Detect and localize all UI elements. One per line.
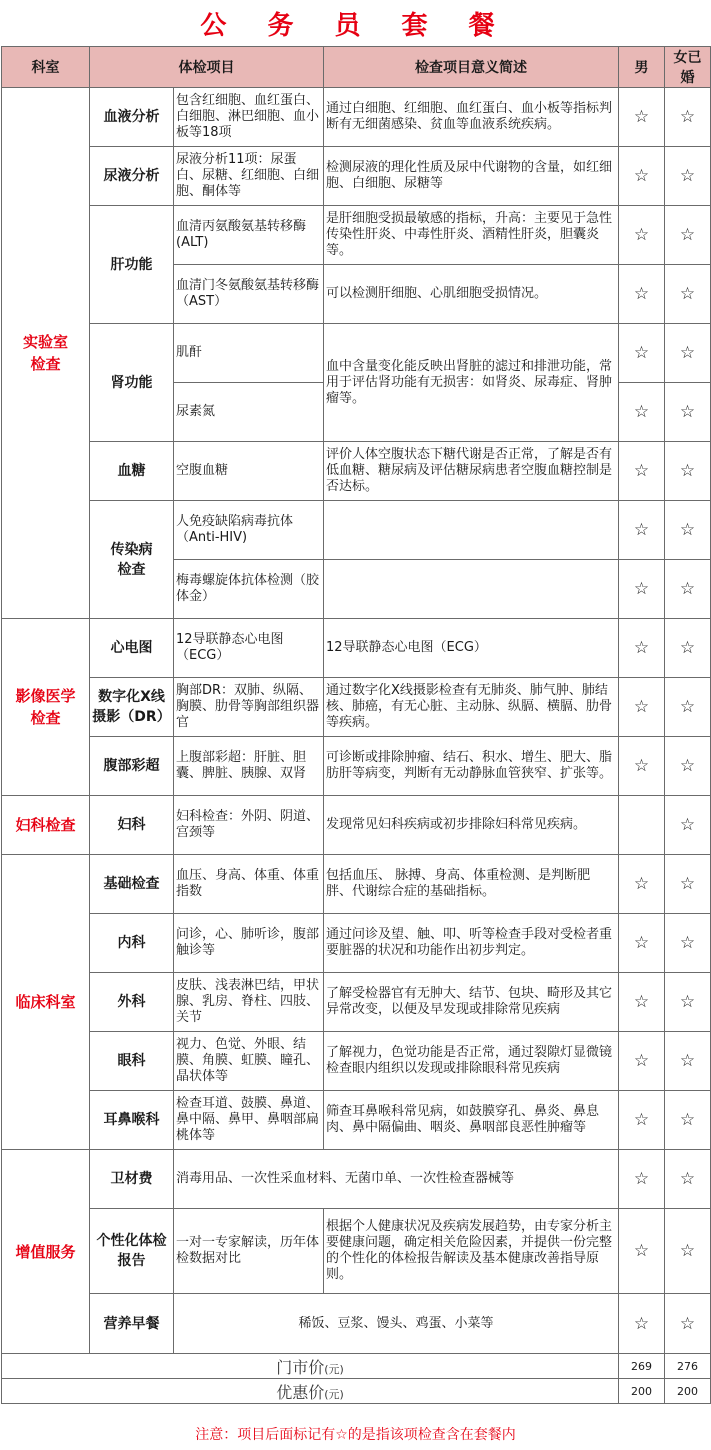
female-star: ☆ bbox=[665, 678, 711, 737]
female-star: ☆ bbox=[665, 442, 711, 501]
category-cell: 基础检查 bbox=[90, 855, 174, 914]
category-cell: 血糖 bbox=[90, 442, 174, 501]
table-row bbox=[2, 619, 711, 678]
item-cell: 血清门冬氨酸氨基转移酶（AST） bbox=[174, 265, 324, 324]
sale-price-female: 200 bbox=[665, 1379, 711, 1404]
category-cell: 血液分析 bbox=[90, 88, 174, 147]
female-star: ☆ bbox=[665, 501, 711, 560]
item-cell: 梅毒螺旋体抗体检测（胶体金） bbox=[174, 560, 324, 619]
item-cell: 上腹部彩超：肝脏、胆囊、脾脏、胰腺、双肾 bbox=[174, 737, 324, 796]
item-cell: 检查耳道、鼓膜、鼻道、鼻中隔、鼻甲、鼻咽部扁桃体等 bbox=[174, 1091, 324, 1150]
female-star: ☆ bbox=[665, 1294, 711, 1354]
desc-cell: 通过白细胞、红细胞、血红蛋白、血小板等指标判断有无细菌感染、贫血等血液系统疾病。 bbox=[324, 88, 619, 147]
item-cell: 稀饭、豆浆、馒头、鸡蛋、小菜等 bbox=[174, 1294, 619, 1354]
female-star: ☆ bbox=[665, 914, 711, 973]
header-desc: 检查项目意义简述 bbox=[324, 47, 619, 88]
female-star: ☆ bbox=[665, 855, 711, 914]
table-row bbox=[2, 737, 711, 796]
desc-cell: 通过数字化X线摄影检查有无肺炎、肺气肿、肺结核、肺癌，有无心脏、主动脉、纵膈、横膈、肋骨等疾病。 bbox=[324, 678, 619, 737]
female-star: ☆ bbox=[665, 206, 711, 265]
female-star: ☆ bbox=[665, 324, 711, 383]
desc-cell: 了解受检器官有无肿大、结节、包块、畸形及其它异常改变，以便及早发现或排除常见疾病 bbox=[324, 973, 619, 1032]
desc-cell bbox=[324, 560, 619, 619]
item-cell: 人免疫缺陷病毒抗体（Anti-HIV) bbox=[174, 501, 324, 560]
female-star: ☆ bbox=[665, 1150, 711, 1209]
table-row bbox=[2, 855, 711, 914]
male-star: ☆ bbox=[619, 1091, 665, 1150]
female-star: ☆ bbox=[665, 796, 711, 855]
dept-value: 增值服务 bbox=[2, 1150, 90, 1354]
desc-cell: 血中含量变化能反映出肾脏的滤过和排泄功能，常用于评估肾功能有无损害：如肾炎、尿毒症、肾肿瘤等。 bbox=[324, 324, 619, 442]
item-cell: 空腹血糖 bbox=[174, 442, 324, 501]
male-star: ☆ bbox=[619, 1209, 665, 1294]
table-row bbox=[2, 1209, 711, 1294]
male-star: ☆ bbox=[619, 737, 665, 796]
dept-lab: 实验室 检查 bbox=[2, 88, 90, 619]
male-star: ☆ bbox=[619, 324, 665, 383]
category-cell: 外科 bbox=[90, 973, 174, 1032]
desc-cell: 筛查耳鼻喉科常见病，如鼓膜穿孔、鼻炎、鼻息肉、鼻中隔偏曲、咽炎、鼻咽部良恶性肿瘤等 bbox=[324, 1091, 619, 1150]
item-cell: 皮肤、浅表淋巴结，甲状腺、乳房、脊柱、四肢、关节 bbox=[174, 973, 324, 1032]
female-star: ☆ bbox=[665, 147, 711, 206]
header-item: 体检项目 bbox=[90, 47, 324, 88]
table-row bbox=[2, 324, 711, 383]
desc-cell: 可诊断或排除肿瘤、结石、积水、增生、肥大、脂肪肝等病变，判断有无动静脉血管狭窄、扩张等。 bbox=[324, 737, 619, 796]
item-cell: 血清丙氨酸氨基转移酶(ALT) bbox=[174, 206, 324, 265]
category-cell: 个性化体检报告 bbox=[90, 1209, 174, 1294]
table-row bbox=[2, 88, 711, 147]
table-row bbox=[2, 147, 711, 206]
desc-cell: 可以检测肝细胞、心肌细胞受损情况。 bbox=[324, 265, 619, 324]
category-cell: 卫材费 bbox=[90, 1150, 174, 1209]
item-cell: 血压、身高、体重、体重指数 bbox=[174, 855, 324, 914]
female-star: ☆ bbox=[665, 619, 711, 678]
female-star: ☆ bbox=[665, 1091, 711, 1150]
table-row bbox=[2, 678, 711, 737]
list-price-row bbox=[2, 1354, 711, 1379]
header-dept: 科室 bbox=[2, 47, 90, 88]
desc-cell: 评价人体空腹状态下糖代谢是否正常，了解是否有低血糖、糖尿病及评估糖尿病患者空腹血糖控制是否达标。 bbox=[324, 442, 619, 501]
item-cell: 12导联静态心电图（ECG） bbox=[174, 619, 324, 678]
male-star: ☆ bbox=[619, 206, 665, 265]
category-cell: 尿液分析 bbox=[90, 147, 174, 206]
male-star: ☆ bbox=[619, 383, 665, 442]
desc-cell bbox=[324, 501, 619, 560]
female-star: ☆ bbox=[665, 88, 711, 147]
table-row bbox=[2, 914, 711, 973]
female-star: ☆ bbox=[665, 265, 711, 324]
male-star: ☆ bbox=[619, 1032, 665, 1091]
category-cell: 内科 bbox=[90, 914, 174, 973]
male-star: ☆ bbox=[619, 914, 665, 973]
desc-cell: 包括血压、 脉搏、身高、体重检测、是判断肥胖、代谢综合症的基础指标。 bbox=[324, 855, 619, 914]
table-row bbox=[2, 973, 711, 1032]
female-star: ☆ bbox=[665, 1209, 711, 1294]
category-cell: 心电图 bbox=[90, 619, 174, 678]
male-star: ☆ bbox=[619, 560, 665, 619]
item-cell: 消毒用品、一次性采血材料、无菌巾单、一次性检查器械等 bbox=[174, 1150, 619, 1209]
sale-price-male: 200 bbox=[619, 1379, 665, 1404]
package-table bbox=[1, 46, 711, 1404]
female-star: ☆ bbox=[665, 560, 711, 619]
item-cell: 肌酐 bbox=[174, 324, 324, 383]
item-cell: 问诊，心、肺听诊，腹部触诊等 bbox=[174, 914, 324, 973]
desc-cell: 了解视力，色觉功能是否正常，通过裂隙灯显微镜检查眼内组织以发现或排除眼科常见疾病 bbox=[324, 1032, 619, 1091]
header-female: 女已婚 bbox=[665, 47, 711, 88]
table-row bbox=[2, 1294, 711, 1354]
category-cell: 肝功能 bbox=[90, 206, 174, 324]
item-cell: 尿液分析11项：尿蛋白、尿糖、红细胞、白细胞、酮体等 bbox=[174, 147, 324, 206]
male-star: ☆ bbox=[619, 855, 665, 914]
item-cell: 尿素氮 bbox=[174, 383, 324, 442]
category-cell: 肾功能 bbox=[90, 324, 174, 442]
category-cell: 数字化X线摄影（DR） bbox=[90, 678, 174, 737]
header-row bbox=[2, 47, 711, 88]
male-star: ☆ bbox=[619, 619, 665, 678]
item-cell: 妇科检查：外阴、阴道、宫颈等 bbox=[174, 796, 324, 855]
table-row bbox=[2, 1032, 711, 1091]
dept-gyn: 妇科检查 bbox=[2, 796, 90, 855]
category-cell: 眼科 bbox=[90, 1032, 174, 1091]
category-cell: 营养早餐 bbox=[90, 1294, 174, 1354]
female-star: ☆ bbox=[665, 737, 711, 796]
male-star: ☆ bbox=[619, 1294, 665, 1354]
male-star: ☆ bbox=[619, 1150, 665, 1209]
table-row bbox=[2, 442, 711, 501]
male-star: ☆ bbox=[619, 501, 665, 560]
desc-cell: 发现常见妇科疾病或初步排除妇科常见疾病。 bbox=[324, 796, 619, 855]
table-row bbox=[2, 206, 711, 265]
item-cell: 视力、色觉、外眼、结膜、角膜、虹膜、瞳孔、晶状体等 bbox=[174, 1032, 324, 1091]
category-cell: 妇科 bbox=[90, 796, 174, 855]
desc-cell: 根据个人健康状况及疾病发展趋势，由专家分析主要健康问题，确定相关危险因素，并提供一份完整的个性化的体检报告解读及基本健康改善指导原则。 bbox=[324, 1209, 619, 1294]
dept-imaging: 影像医学 检查 bbox=[2, 619, 90, 796]
desc-cell: 检测尿液的理化性质及尿中代谢物的含量，如红细胞、白细胞、尿糖等 bbox=[324, 147, 619, 206]
male-star: ☆ bbox=[619, 973, 665, 1032]
male-star: ☆ bbox=[619, 88, 665, 147]
table-row bbox=[2, 501, 711, 560]
male-star: ☆ bbox=[619, 678, 665, 737]
sale-price-row bbox=[2, 1379, 711, 1404]
item-cell: 一对一专家解读，历年体检数据对比 bbox=[174, 1209, 324, 1294]
male-star: ☆ bbox=[619, 147, 665, 206]
category-cell: 传染病 检查 bbox=[90, 501, 174, 619]
item-cell: 包含红细胞、血红蛋白、白细胞、淋巴细胞、血小板等18项 bbox=[174, 88, 324, 147]
table-row bbox=[2, 796, 711, 855]
list-price-female: 276 bbox=[665, 1354, 711, 1379]
male-star bbox=[619, 796, 665, 855]
female-star: ☆ bbox=[665, 973, 711, 1032]
male-star: ☆ bbox=[619, 442, 665, 501]
female-star: ☆ bbox=[665, 1032, 711, 1091]
category-cell: 耳鼻喉科 bbox=[90, 1091, 174, 1150]
sale-price-label: 优惠价(元) bbox=[2, 1379, 619, 1404]
item-cell: 胸部DR：双肺、纵隔、胸膜、肋骨等胸部组织器官 bbox=[174, 678, 324, 737]
list-price-male: 269 bbox=[619, 1354, 665, 1379]
male-star: ☆ bbox=[619, 265, 665, 324]
page-title: 公 务 员 套 餐 bbox=[200, 10, 511, 41]
header-male: 男 bbox=[619, 47, 665, 88]
dept-clinical: 临床科室 bbox=[2, 855, 90, 1150]
desc-cell: 12导联静态心电图（ECG） bbox=[324, 619, 619, 678]
table-row bbox=[2, 1150, 711, 1209]
desc-cell: 通过问诊及望、触、叩、听等检查手段对受检者重要脏器的状况和功能作出初步判定。 bbox=[324, 914, 619, 973]
list-price-label: 门市价(元) bbox=[2, 1354, 619, 1379]
female-star: ☆ bbox=[665, 383, 711, 442]
table-row bbox=[2, 1091, 711, 1150]
category-cell: 腹部彩超 bbox=[90, 737, 174, 796]
desc-cell: 是肝细胞受损最敏感的指标，升高：主要见于急性传染性肝炎、中毒性肝炎、酒精性肝炎，胆囊炎等。 bbox=[324, 206, 619, 265]
footnote: 注意：项目后面标记有☆的是指该项检查含在套餐内 bbox=[195, 1427, 516, 1443]
